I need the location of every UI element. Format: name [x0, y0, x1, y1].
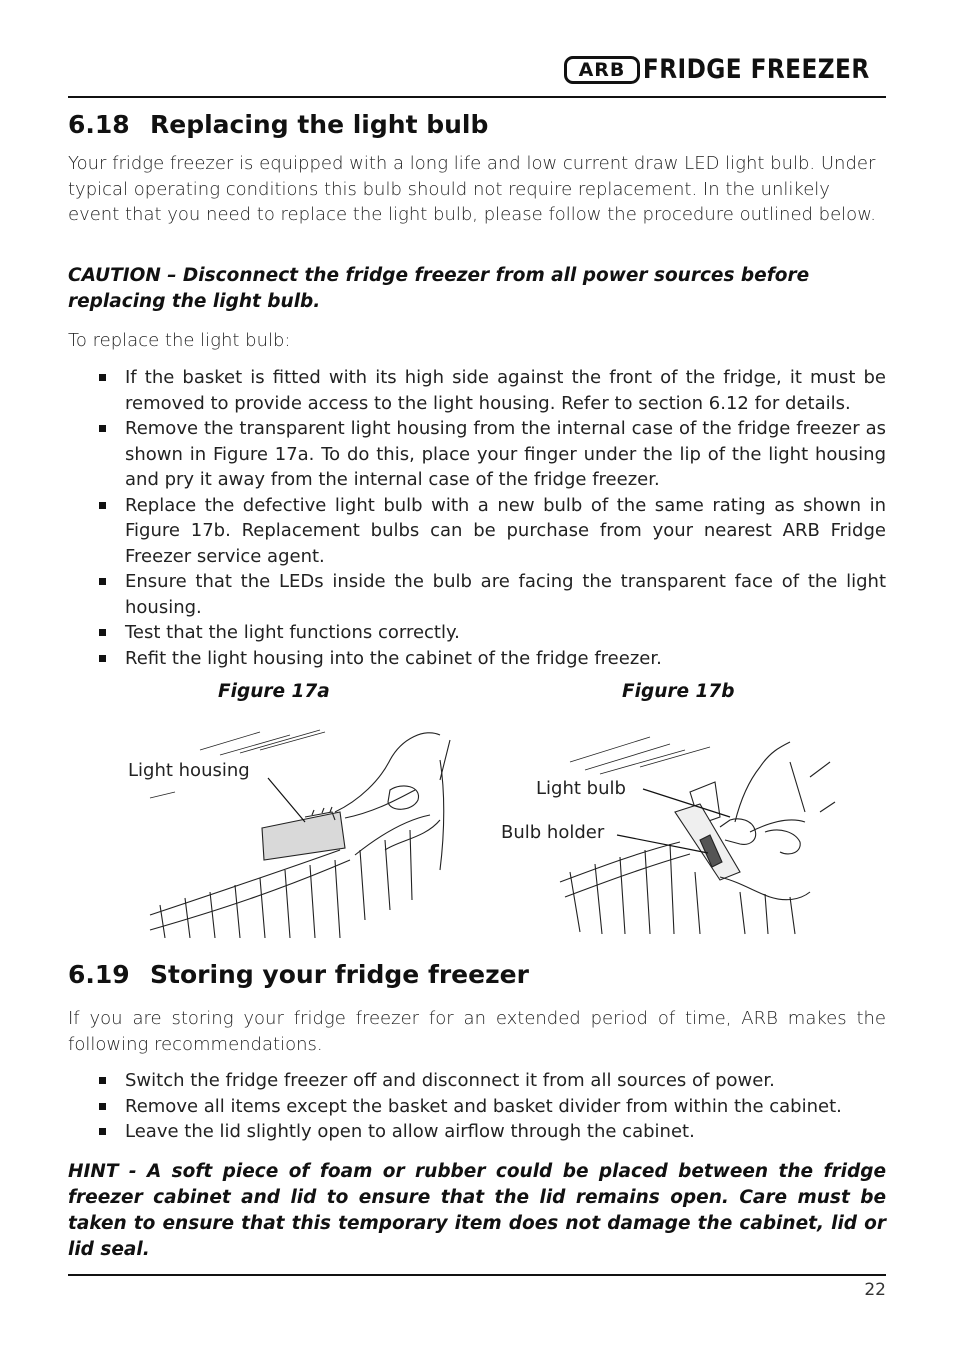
section-619-number: 6.19 — [68, 960, 130, 989]
section-619-intro: If you are storing your fridge freezer for an extended period of time, ARB makes the following recommendations. — [68, 1008, 886, 1055]
figure-17a-caption: Figure 17a — [218, 681, 330, 702]
list-item: Refit the light housing into the cabinet of the fridge freezer. — [68, 646, 886, 672]
label-light-housing: Light housing — [128, 760, 250, 781]
header-title: FRIDGE FREEZER — [643, 54, 870, 85]
list-item: Leave the lid slightly open to allow airflow through the cabinet. — [68, 1119, 886, 1145]
list-item: Remove all items except the basket and basket divider from within the cabinet. — [68, 1094, 886, 1120]
steps-lead: To replace the light bulb: — [68, 330, 291, 351]
label-bulb-holder: Bulb holder — [501, 822, 605, 843]
list-item: Test that the light functions correctly. — [68, 620, 886, 646]
label-light-bulb: Light bulb — [536, 778, 626, 799]
section-618-intro: Your fridge freezer is equipped with a long life and low current draw LED light bulb. Under typical operating conditions this bulb should not require replacement. In the unlikely event that you need to replace the light bulb, please follow the procedure outlined below. — [68, 153, 876, 225]
page-number: 22 — [864, 1280, 886, 1300]
caution-note: CAUTION – Disconnect the fridge freezer from all power sources before replacing the light bulb. — [68, 265, 810, 312]
list-item: Replace the defective light bulb with a new bulb of the same rating as shown in Figure 17b. Replacement bulbs can be purchase from your nearest ARB Fridge Freezer service agent. — [68, 493, 886, 570]
figure-17b-caption: Figure 17b — [622, 681, 735, 702]
storage-steps-list — [68, 1068, 886, 1145]
section-618-number: 6.18 — [68, 110, 130, 139]
callout-light-bulb-line — [643, 789, 730, 817]
list-item: Remove the transparent light housing from the internal case of the fridge freezer as shown in Figure 17a. To do this, place your finger under the lip of the light housing and pry it away from the internal case of the fridge freezer. — [68, 416, 886, 493]
callout-light-housing-line — [268, 778, 305, 822]
hint-note: HINT - A soft piece of foam or rubber could be placed between the fridge freezer cabinet and lid to ensure that the lid remains open. Care must be taken to ensure that this temporary item does not damage the cabinet, lid or lid seal. — [68, 1161, 886, 1260]
callout-bulb-holder-line — [617, 835, 708, 853]
footer-rule — [68, 1274, 886, 1276]
section-618-title: Replacing the light bulb — [150, 110, 489, 139]
list-item: Ensure that the LEDs inside the bulb are facing the transparent face of the light housing. — [68, 569, 886, 620]
list-item: Switch the fridge freezer off and disconnect it from all sources of power. — [68, 1068, 886, 1094]
section-619-heading — [68, 960, 529, 989]
list-item: If the basket is fitted with its high side against the front of the fridge, it must be removed to provide access to the light housing. Refer to section 6.12 for details. — [68, 365, 886, 416]
arb-logo: ARB — [564, 56, 640, 84]
section-619-title: Storing your fridge freezer — [150, 960, 529, 989]
